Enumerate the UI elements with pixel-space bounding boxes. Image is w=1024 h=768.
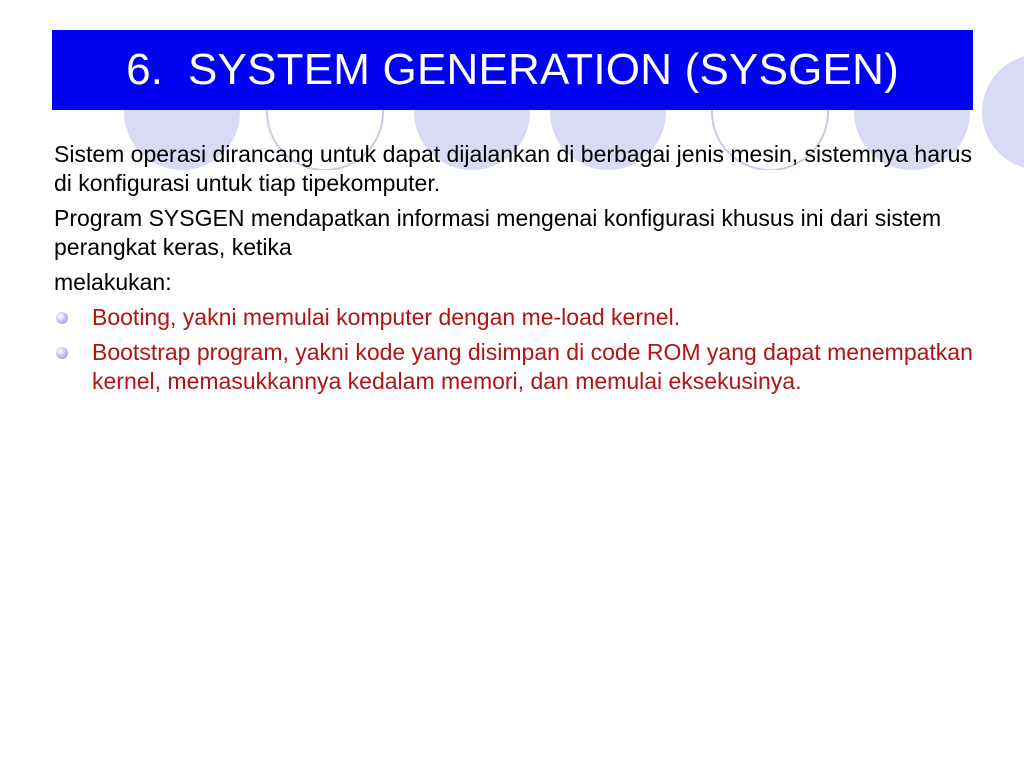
slide-title: 6. SYSTEM GENERATION (SYSGEN) [126,45,899,94]
body-paragraph: Sistem operasi dirancang untuk dapat dijalankan di berbagai jenis mesin, sistemnya harus di konfigurasi untuk tiap tipekomputer. [54,141,972,196]
decor-circle-filled [982,54,1024,170]
slide-body [54,140,984,402]
bullet-text: Booting, yakni memulai komputer dengan me-load kernel. [92,304,681,330]
title-bar [52,30,973,110]
bullet-text: Bootstrap program, yakni kode yang disimpan di code ROM yang dapat menempatkan kernel, memasukkannya kedalam memori, dan memulai eksekusinya. [92,339,973,394]
circle-bullet-icon [56,347,68,359]
bullet-list [54,303,984,396]
body-paragraph: Program SYSGEN mendapatkan informasi mengenai konfigurasi khusus ini dari sistem perangkat keras, ketika [54,205,942,260]
bullet-item [54,303,984,332]
bullet-item [54,338,984,396]
body-paragraph: melakukan: [54,269,172,295]
circle-bullet-icon [56,312,68,324]
